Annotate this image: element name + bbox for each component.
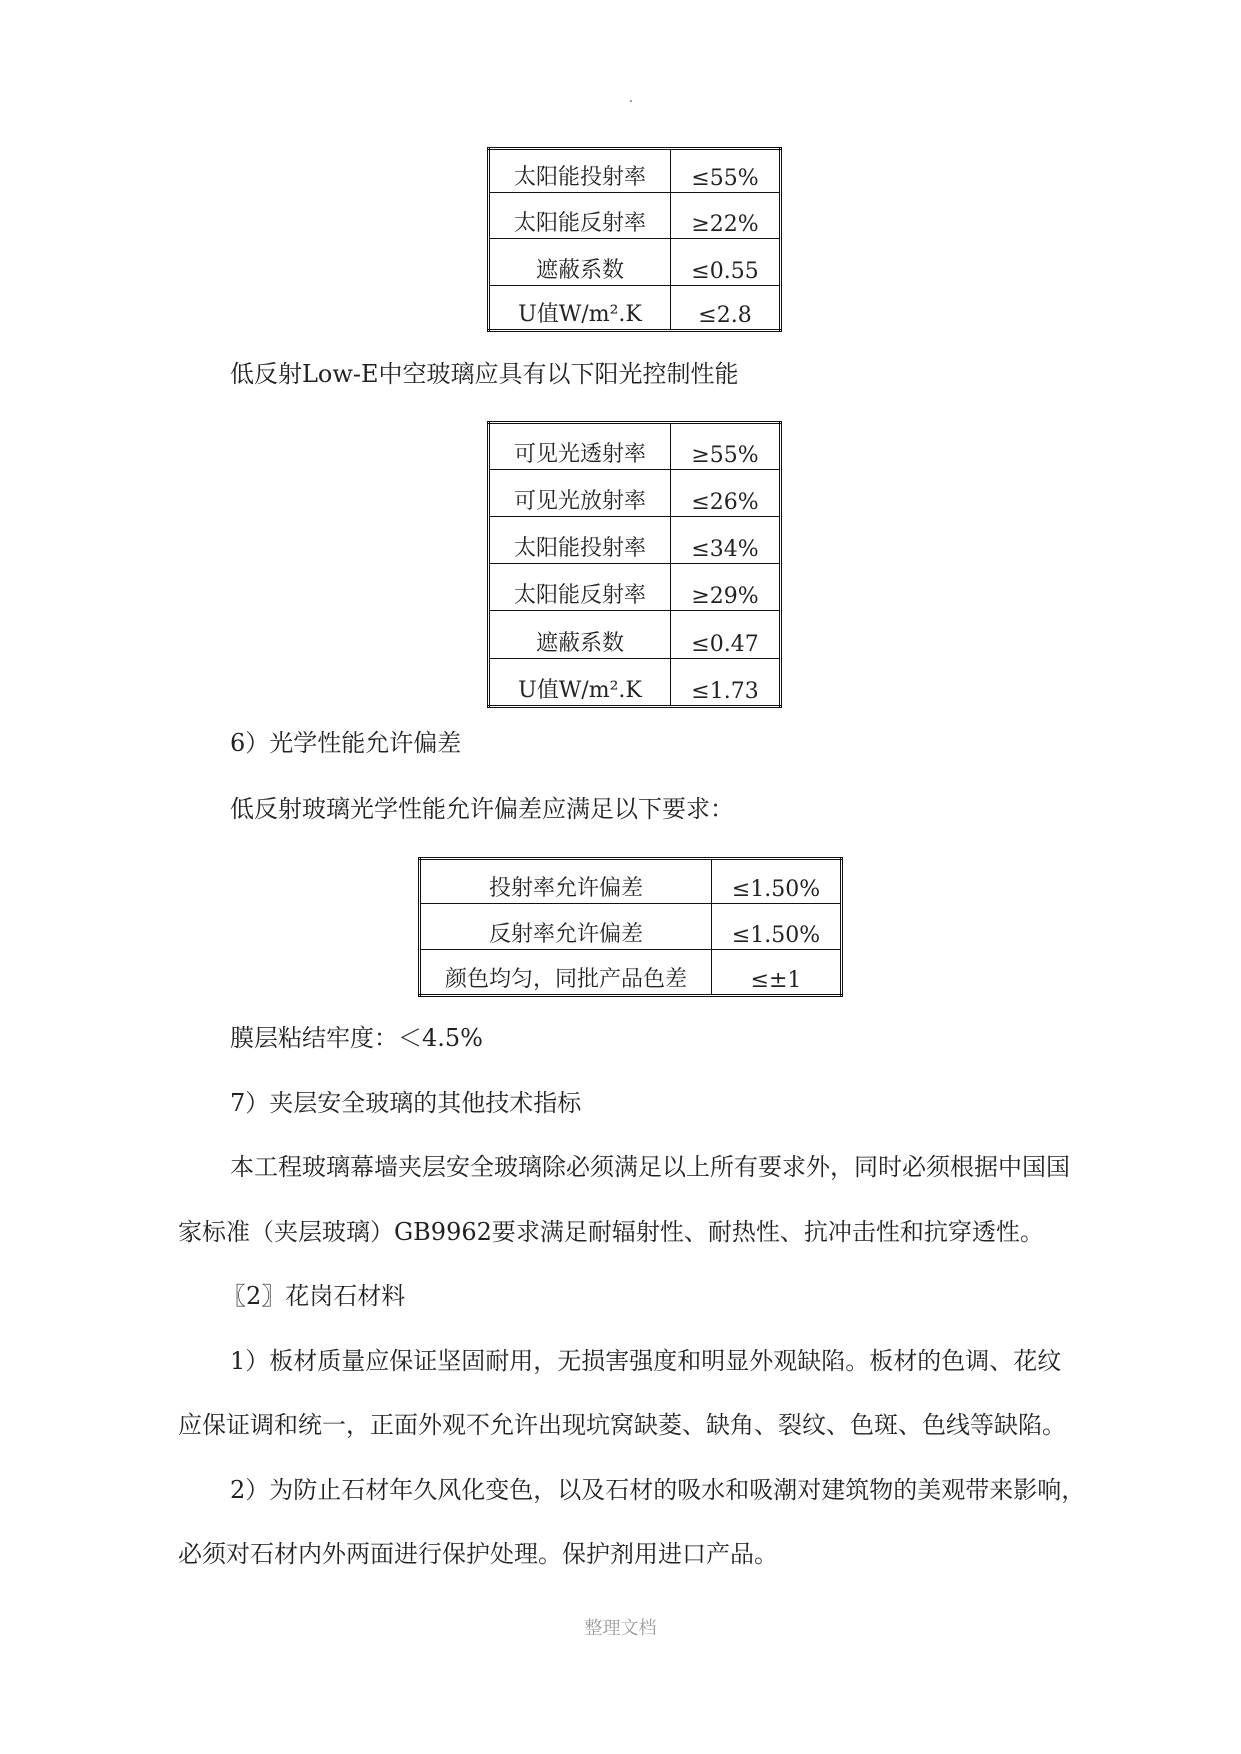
table-row bbox=[489, 239, 781, 286]
item-1-line-2: 应保证调和统一，正面外观不允许出现坑窝缺菱、缺角、裂纹、色斑、色线等缺陷。 bbox=[178, 1411, 1066, 1439]
item-2-line-2: 必须对石材内外两面进行保护处理。保护剂用进口产品。 bbox=[178, 1540, 778, 1568]
table-row bbox=[420, 859, 842, 904]
table-cell-label: 遮蔽系数 bbox=[489, 611, 671, 659]
table-cell-value: ≤1.50% bbox=[712, 904, 842, 950]
lowe-spec-table bbox=[487, 421, 782, 708]
table-cell-value: ≤55% bbox=[671, 149, 781, 193]
tolerance-paragraph: 低反射玻璃光学性能允许偏差应满足以下要求： bbox=[230, 795, 734, 823]
table-row bbox=[420, 950, 842, 996]
table-row bbox=[489, 659, 781, 707]
item-2-line-1: 2）为防止石材年久风化变色，以及石材的吸水和吸潮对建筑物的美观带来影响， bbox=[230, 1476, 1086, 1504]
table-cell-value: ≥55% bbox=[671, 423, 781, 470]
table-cell-label: 颜色均匀，同批产品色差 bbox=[420, 950, 712, 996]
table-cell-label: 投射率允许偏差 bbox=[420, 859, 712, 904]
table-cell-value: ≤26% bbox=[671, 470, 781, 517]
table-cell-label: U值W/m².K bbox=[489, 659, 671, 707]
table-cell-value: ≤34% bbox=[671, 517, 781, 564]
laminated-paragraph-line-1: 本工程玻璃幕墙夹层安全玻璃除必须满足以上所有要求外，同时必须根据中国国 bbox=[230, 1153, 1070, 1181]
table-cell-value: ≤±1 bbox=[712, 950, 842, 996]
tolerance-table bbox=[418, 857, 843, 997]
section-2-heading: 〖2〗花岗石材料 bbox=[222, 1282, 406, 1310]
table-row bbox=[489, 517, 781, 564]
table-cell-value: ≤1.73 bbox=[671, 659, 781, 707]
table-cell-label: 可见光透射率 bbox=[489, 423, 671, 470]
table-row bbox=[489, 564, 781, 611]
laminated-paragraph-line-2: 家标准（夹层玻璃）GB9962要求满足耐辐射性、耐热性、抗冲击性和抗穿透性。 bbox=[178, 1218, 1044, 1246]
page-footer: 整理文档 bbox=[584, 1618, 657, 1639]
table-cell-value: ≤0.55 bbox=[671, 239, 781, 286]
heading-6: 6）光学性能允许偏差 bbox=[230, 729, 462, 757]
heading-7: 7）夹层安全玻璃的其他技术指标 bbox=[230, 1089, 582, 1117]
table-cell-value: ≤0.47 bbox=[671, 611, 781, 659]
table-row bbox=[489, 611, 781, 659]
table-cell-value: ≥29% bbox=[671, 564, 781, 611]
solar-spec-table bbox=[487, 147, 782, 332]
lowe-paragraph: 低反射Low-E中空玻璃应具有以下阳光控制性能 bbox=[230, 360, 739, 388]
table-cell-value: ≥22% bbox=[671, 193, 781, 239]
table-row bbox=[489, 286, 781, 331]
table-cell-label: U值W/m².K bbox=[489, 286, 671, 331]
table-cell-value: ≤1.50% bbox=[712, 859, 842, 904]
page-dot bbox=[630, 100, 632, 102]
table-row bbox=[489, 470, 781, 517]
table-cell-label: 遮蔽系数 bbox=[489, 239, 671, 286]
table-cell-label: 太阳能投射率 bbox=[489, 149, 671, 193]
adhesion-paragraph: 膜层粘结牢度：＜4.5% bbox=[230, 1024, 483, 1052]
table-cell-label: 可见光放射率 bbox=[489, 470, 671, 517]
table-cell-label: 反射率允许偏差 bbox=[420, 904, 712, 950]
table-cell-label: 太阳能投射率 bbox=[489, 517, 671, 564]
table-row bbox=[489, 193, 781, 239]
table-row bbox=[420, 904, 842, 950]
table-row bbox=[489, 423, 781, 470]
item-1-line-1: 1）板材质量应保证坚固耐用，无损害强度和明显外观缺陷。板材的色调、花纹 bbox=[230, 1347, 1062, 1375]
table-cell-label: 太阳能反射率 bbox=[489, 564, 671, 611]
table-cell-value: ≤2.8 bbox=[671, 286, 781, 331]
table-row bbox=[489, 149, 781, 193]
table-cell-label: 太阳能反射率 bbox=[489, 193, 671, 239]
